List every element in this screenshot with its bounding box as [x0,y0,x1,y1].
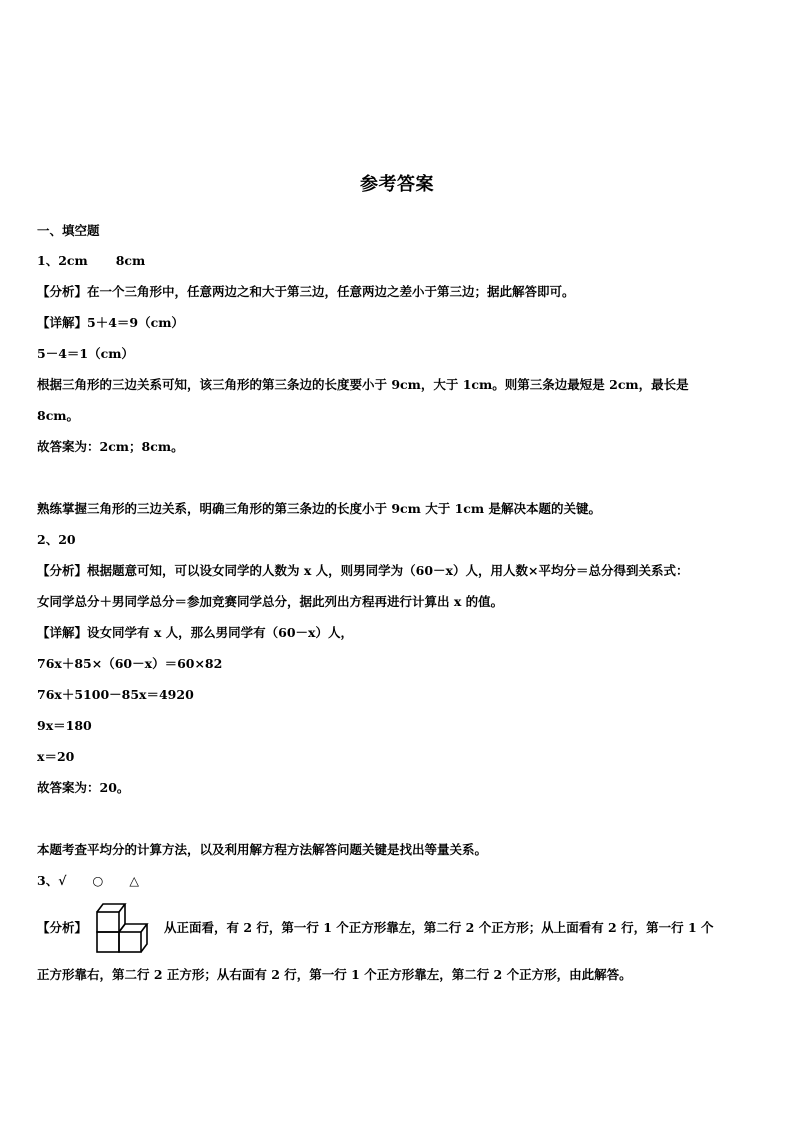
q1-conclusion: 故答案为：2cm；8cm。 [37,439,184,454]
q1-analysis: 【分析】在一个三角形中，任意两边之和大于第三边，任意两边之差小于第三边；据此解答即可。 [37,284,575,299]
q1-comment: 熟练掌握三角形的三边关系，明确三角形的第三条边的长度小于 9cm 大于 1cm 是解决本题的关键。 [37,501,601,516]
q2-detail-1: 【详解】设女同学有 x 人，那么男同学有（60－x）人， [37,625,354,640]
q1-detail-1: 【详解】5＋4＝9（cm） [37,315,184,330]
q3-mark-3: △ [129,873,139,888]
q2-equation-3: 9x＝180 [37,718,92,733]
q1-answer-a: 1、2cm [37,253,88,268]
page-title: 参考答案 [360,174,434,195]
q2-comment: 本题考查平均分的计算方法，以及利用解方程方法解答问题关键是找出等量关系。 [37,842,488,857]
q1-detail-2: 5－4＝1（cm） [37,346,134,361]
q3-mark-2: ○ [92,873,104,888]
cube-figure [95,898,157,959]
q3-number: 3、 [37,873,59,888]
q2-equation-4: x＝20 [37,749,75,764]
q2-conclusion: 故答案为：20。 [37,780,130,795]
q3-analysis-1: 从正面看，有 2 行，第一行 1 个正方形靠左，第二行 2 个正方形；从上面看有 2 行，第一行 1 个 [164,920,714,935]
q2-equation-1: 76x＋85×（60－x）＝60×82 [37,656,223,671]
q1-answer-b: 8cm [115,253,146,268]
q3-mark-1: √ [58,873,67,888]
q1-detail-3: 根据三角形的三边关系可知，该三角形的第三条边的长度要小于 9cm，大于 1cm。则第三条边最短是 2cm，最长是 [37,377,689,392]
section-heading: 一、填空题 [37,223,100,238]
q2-answer: 2、20 [37,532,76,547]
q1-answer [37,252,145,270]
q2-equation-2: 76x＋5100－85x＝4920 [37,687,194,702]
q1-detail-4: 8cm。 [37,408,80,423]
q2-analysis-2: 女同学总分＋男同学总分＝参加竞赛同学总分，据此列出方程再进行计算出 x 的值。 [37,594,504,609]
q3-answer [37,872,139,890]
q3-analysis-label: 【分析】 [37,920,88,935]
q2-analysis-1: 【分析】根据题意可知，可以设女同学的人数为 x 人，则男同学为（60－x）人，用人数×平均分＝总分得到关系式： [37,563,689,578]
q3-analysis-2: 正方形靠右，第二行 2 正方形；从右面有 2 行，第一行 1 个正方形靠左，第二行 2 个正方形，由此解答。 [37,967,632,982]
